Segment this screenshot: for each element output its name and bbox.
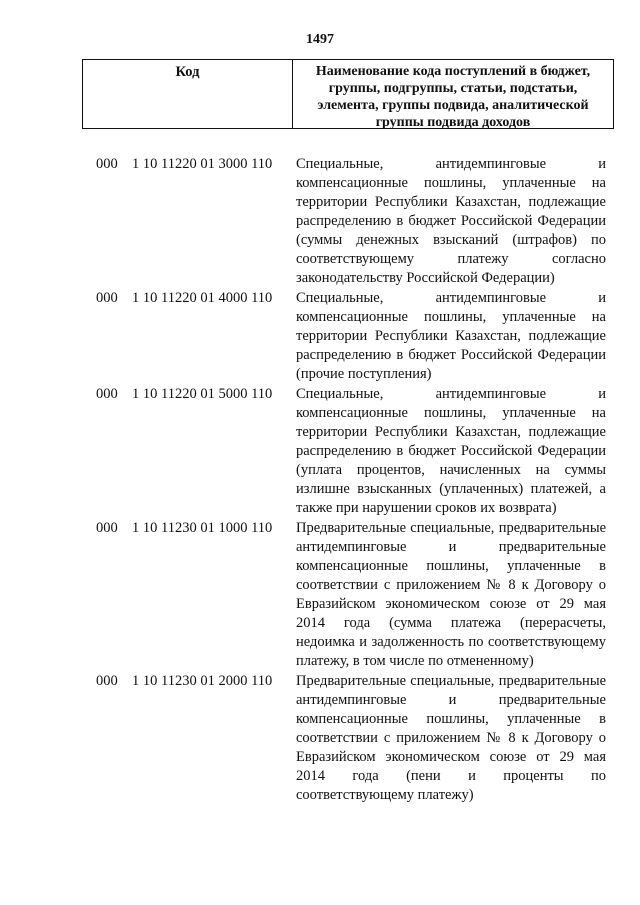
table-row [0,519,640,671]
table-row [0,155,640,288]
revenue-code: 1 10 11220 01 4000 110 [132,290,273,306]
admin-code: 000 [96,520,118,536]
revenue-description: Специальные, антидемпинговые и компенсационные пошлины, уплаченные на территории Республики Казахстан, подлежащие распределению в бюджет Российской Федерации (прочие поступления) [296,290,606,382]
table-row [0,385,640,518]
header-name-label: Наименование кода поступлений в бюджет, группы, подгруппы, статьи, подстатьи, элемента, группы подвида, аналитической группы подвида доходов [315,64,591,130]
revenue-description: Предварительные специальные, предварительные антидемпинговые и предварительные компенсационные пошлины, уплаченные в соответствии с приложением № 8 к Договору о Евразийском экономическом союзе от 29 мая 2014 года (сумма платежа (перерасчеты, недоимка и задолженность по соответствующему платежу, в том числе по отмененному) [296,520,606,669]
revenue-code: 1 10 11220 01 5000 110 [132,386,273,402]
table-row [0,672,640,805]
revenue-code: 1 10 11230 01 1000 110 [132,520,273,536]
page-number: 1497 [306,32,334,47]
admin-code: 000 [96,290,118,306]
table-row [0,289,640,384]
revenue-description: Предварительные специальные, предварительные антидемпинговые и предварительные компенсационные пошлины, уплаченные в соответствии с приложением № 8 к Договору о Евразийском экономическом союзе от 29 мая 2014 года (пени и проценты по соответствующему платежу) [296,673,606,803]
header-code-label: Код [83,60,293,128]
admin-code: 000 [96,386,118,402]
table-header [82,59,614,129]
admin-code: 000 [96,673,118,689]
revenue-code: 1 10 11220 01 3000 110 [132,156,273,172]
admin-code: 000 [96,156,118,172]
revenue-description: Специальные, антидемпинговые и компенсационные пошлины, уплаченные на территории Республики Казахстан, подлежащие распределению в бюджет Российской Федерации (уплата процентов, начисленных на суммы излишне взысканных (уплаченных) платежей, а также при нарушении сроков их возврата) [296,386,606,516]
table-body [0,155,640,806]
revenue-code: 1 10 11230 01 2000 110 [132,673,273,689]
revenue-description: Специальные, антидемпинговые и компенсационные пошлины, уплаченные на территории Республики Казахстан, подлежащие распределению в бюджет Российской Федерации (суммы денежных взысканий (штрафов) по соответствующему платежу согласно законодательству Российской Федерации) [296,156,606,286]
